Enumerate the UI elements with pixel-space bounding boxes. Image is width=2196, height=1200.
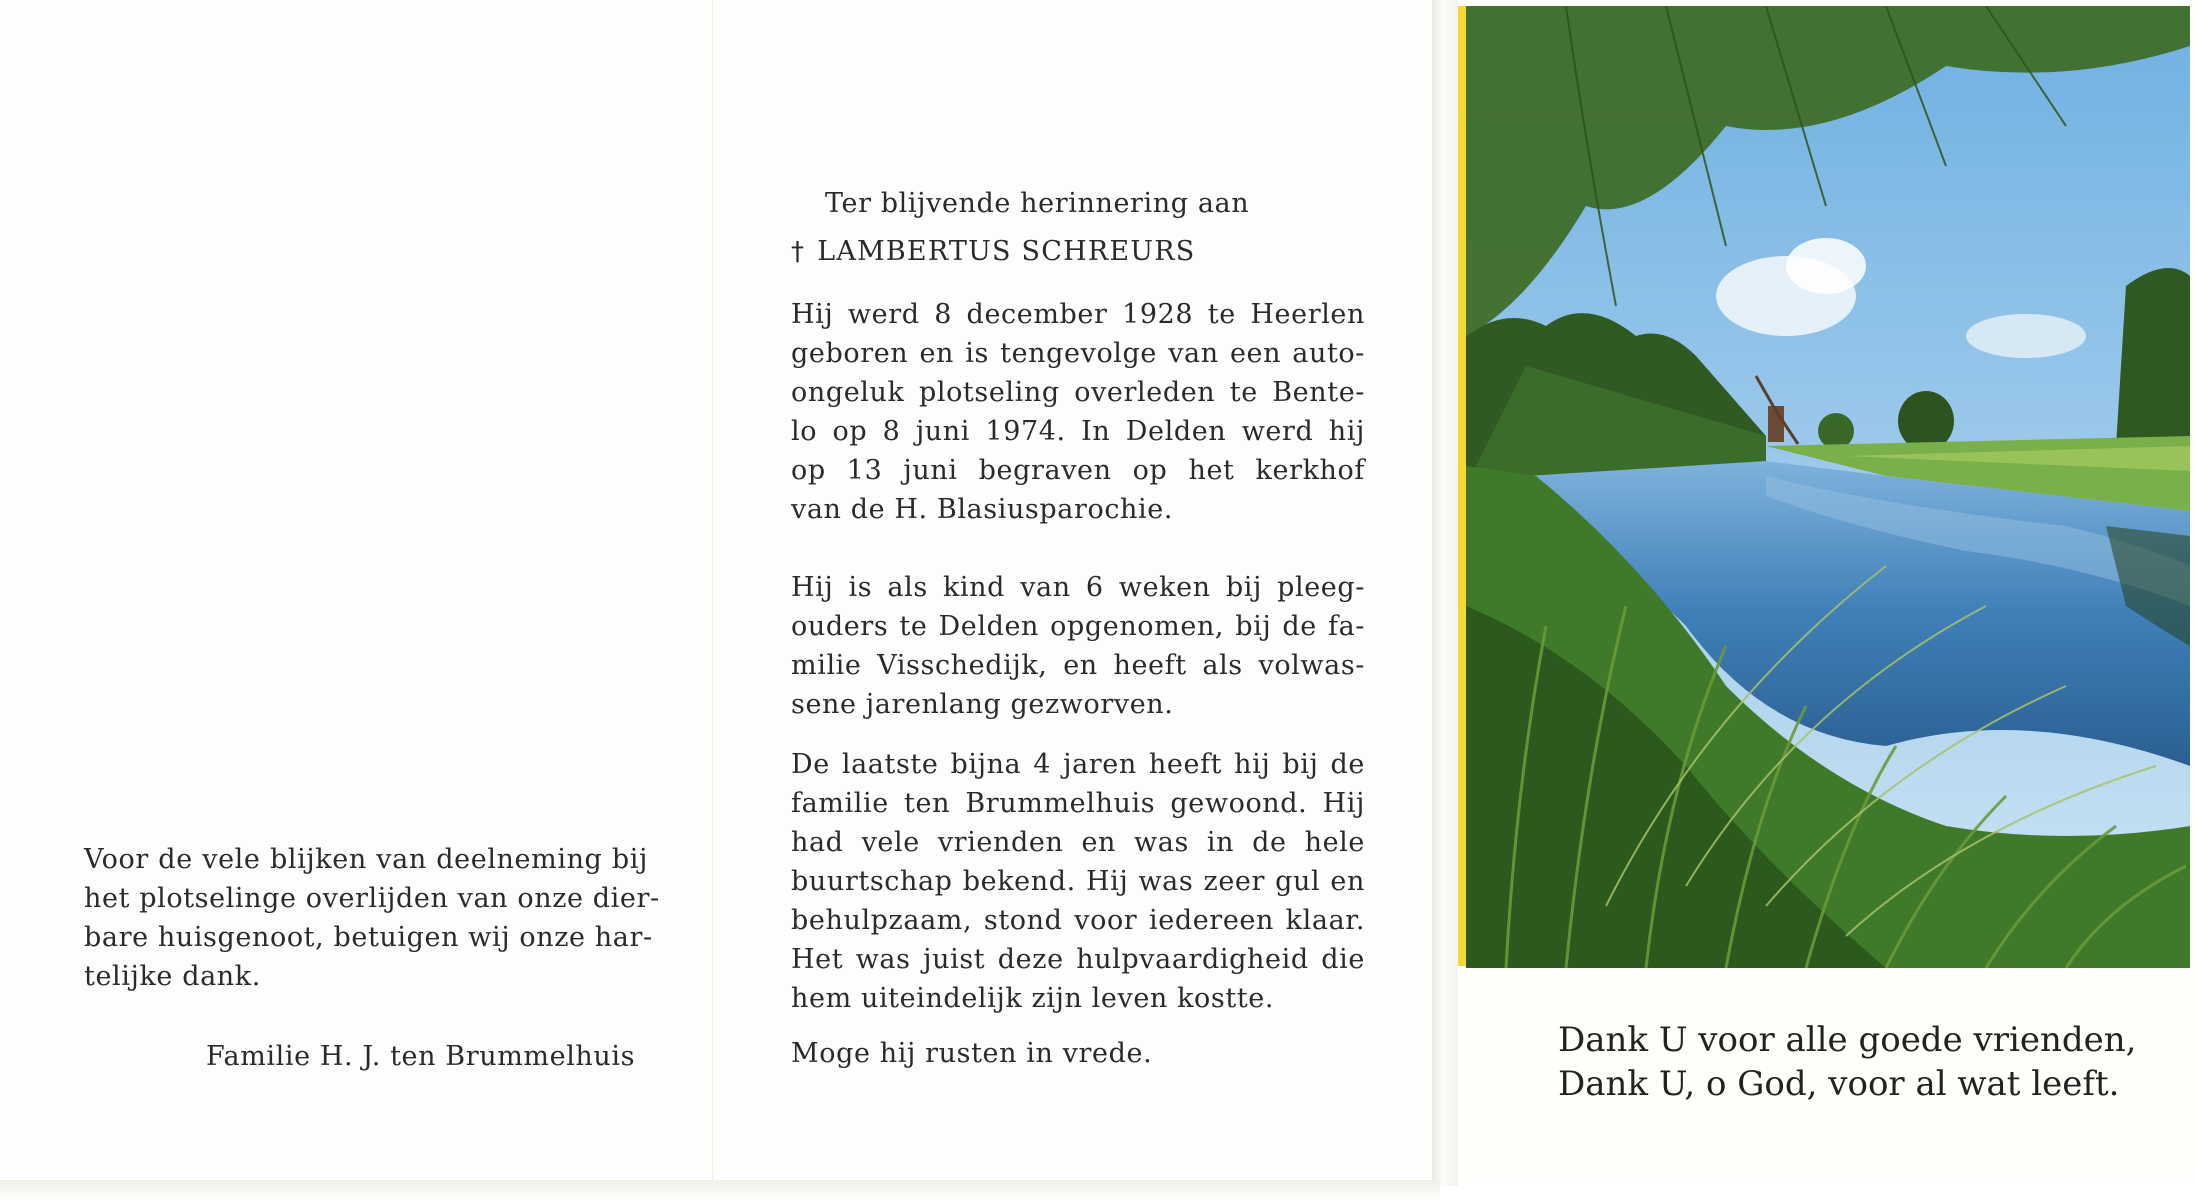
card-edge	[1458, 6, 1466, 966]
thanks-line: bare huisgenoot, betuigen wij onze har-	[84, 922, 653, 953]
paragraph-line: De laatste bijna 4 jaren heeft hij bij de	[791, 749, 1365, 780]
thanks-line: Voor de vele blijken van deelneming bij	[84, 844, 648, 875]
deceased-name-line	[791, 232, 1195, 272]
left-panel	[0, 0, 712, 1186]
paragraph-line: hem uiteindelijk zijn leven kostte.	[791, 983, 1275, 1014]
paragraph-line: lo op 8 juni 1974. In Delden werd hij	[791, 416, 1365, 447]
paragraph-line: Het was juist deze hulpvaardigheid die	[791, 944, 1365, 975]
paragraph-line: had vele vrienden en was in de hele	[791, 827, 1365, 858]
paragraph-line: behulpzaam, stond voor iedereen klaar.	[791, 905, 1365, 936]
paragraph-line: op 13 juni begraven op het kerkhof	[791, 455, 1365, 486]
caption-line: Dank U voor alle goede vrienden,	[1558, 1020, 2137, 1060]
family-signature: Familie H. J. ten Brummelhuis	[206, 1041, 636, 1072]
intro-text: Ter blijvende herinnering aan	[825, 188, 1250, 219]
closing-line: Moge hij rusten in vrede.	[791, 1038, 1153, 1069]
paragraph-line: buurtschap bekend. Hij was zeer gul en	[791, 866, 1365, 897]
cross-icon: †	[791, 237, 806, 267]
paragraph-line: familie ten Brummelhuis gewoond. Hij	[791, 788, 1365, 819]
paragraph-line: Hij is als kind van 6 weken bij pleeg-	[791, 572, 1365, 603]
deceased-name: LAMBERTUS SCHREURS	[817, 236, 1196, 267]
paragraph-line: geboren en is tengevolge van een auto-	[791, 338, 1365, 369]
thanks-line: telijke dank.	[84, 961, 261, 992]
card-bottom-edge	[0, 1180, 1440, 1200]
paragraph-line: Hij werd 8 december 1928 te Heerlen	[791, 299, 1365, 330]
landscape-illustration	[1466, 6, 2190, 968]
paragraph-line: sene jarenlang gezworven.	[791, 689, 1174, 720]
paragraph-line: van de H. Blasiusparochie.	[791, 494, 1174, 525]
landscape-photo	[1466, 6, 2190, 968]
caption-line: Dank U, o God, voor al wat leeft.	[1558, 1064, 2120, 1104]
paragraph-line: ouders te Delden opgenomen, bij de fa-	[791, 611, 1365, 642]
paragraph-line: ongeluk plotseling overleden te Bente-	[791, 377, 1365, 408]
middle-panel	[712, 0, 1433, 1186]
paragraph-line: milie Visschedijk, en heeft als volwas-	[791, 650, 1365, 681]
thanks-line: het plotselinge overlijden van onze dier-	[84, 883, 660, 914]
card-fold	[1432, 0, 1458, 1186]
